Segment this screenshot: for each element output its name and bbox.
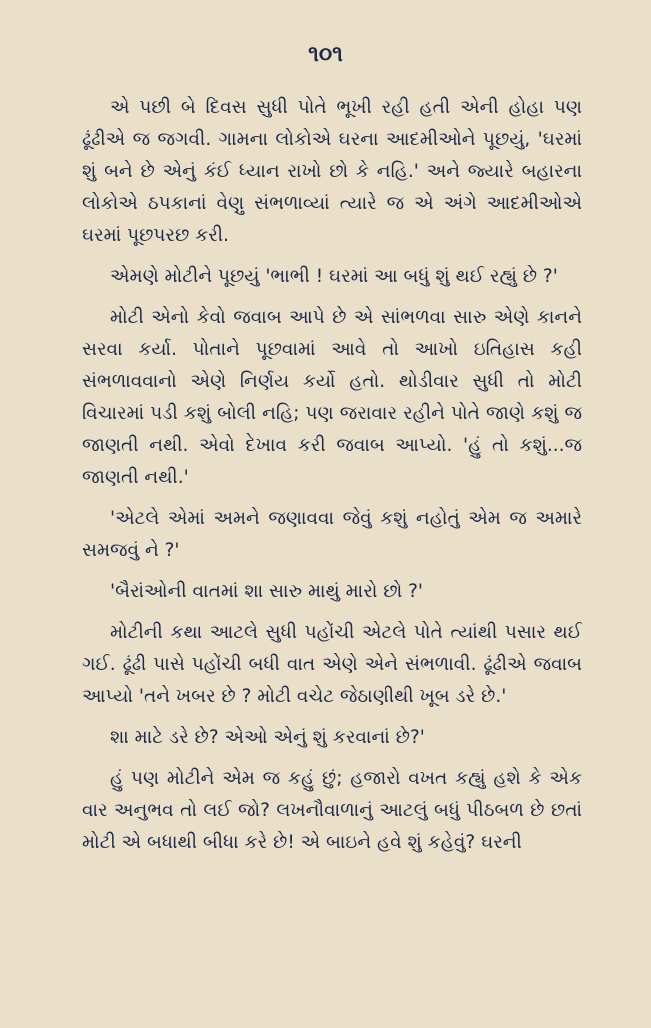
paragraph: શા માટે ડરે છે? એઓ એનું શું કરવાનાં છે?' <box>110 727 425 748</box>
page-body <box>82 92 582 859</box>
paragraph: મોટીની કથા આટલે સુધી પહોંચી એટલે પોતે ત્યાંથી પસાર થઈ ગઈ. ઢૂંઢી પાસે પહોંચી બધી વાત એણે એને સંભળાવી. ઢૂંઢીએ જવાબ આપ્યો 'તને ખબર છે ? મોટી વચેટ જેઠાણીથી ખૂબ ડરે છે.' <box>82 622 582 707</box>
paragraph: હું પણ મોટીને એમ જ કહું છું; હજારો વખત કહ્યું હશે કે એક વાર અનુભવ તો લઈ જો? લખનૌવાળાનું આટલું બધું પીઠબળ છે છતાં મોટી એ બધાથી બીધા કરે છે! એ બાઇને હવે શું કહેવું? ઘરની <box>82 768 582 853</box>
paragraph: મોટી એનો કેવો જવાબ આપે છે એ સાંભળવા સારુ એણે કાનને સરવા કર્યા. પોતાને પૂછવામાં આવે તો આખો ઇતિહાસ કહી સંભળાવવાનો એણે નિર્ણય કર્યો હતો. થોડીવાર સુધી તો મોટી વિચારમાં પડી કશું બોલી નહિ; પણ જરાવાર રહીને પોતે જાણે કશું જ જાણતી નથી. એવો દેખાવ કરી જવાબ આપ્યો. 'હું તો કશું...જ જાણતી નથી.' <box>82 307 582 488</box>
paragraph: 'એટલે એમાં અમને જણાવવા જેવું કશું નહોતું એમ જ અમારે સમજવું ને ?' <box>82 508 582 561</box>
paragraph: 'બૈરાંઓની વાતમાં શા સારુ માથું મારો છો ?' <box>110 581 423 602</box>
paragraph: એમણે મોટીને પૂછયું 'ભાભી ! ઘરમાં આ બધું શું થઈ રહ્યું છે ?' <box>110 266 558 287</box>
paragraph: એ પછી બે દિવસ સુધી પોતે ભૂખી રહી હતી એની હોહા પણ ઢૂંઢીએ જ જગવી. ગામના લોકોએ ઘરના આદમીઓને પૂછયું, 'ઘરમાં શું બને છે એનું કંઈ ધ્યાન રાખો છો કે નહિ.' અને જ્યારે બહારના લોકોએ ઠપકાનાં વેણુ સંભળાવ્યાં ત્યારે જ એ અંગે આદમીઓએ ઘરમાં પૂછપરછ કરી. <box>82 97 582 246</box>
page-number: ૧૦૧ <box>308 42 343 67</box>
